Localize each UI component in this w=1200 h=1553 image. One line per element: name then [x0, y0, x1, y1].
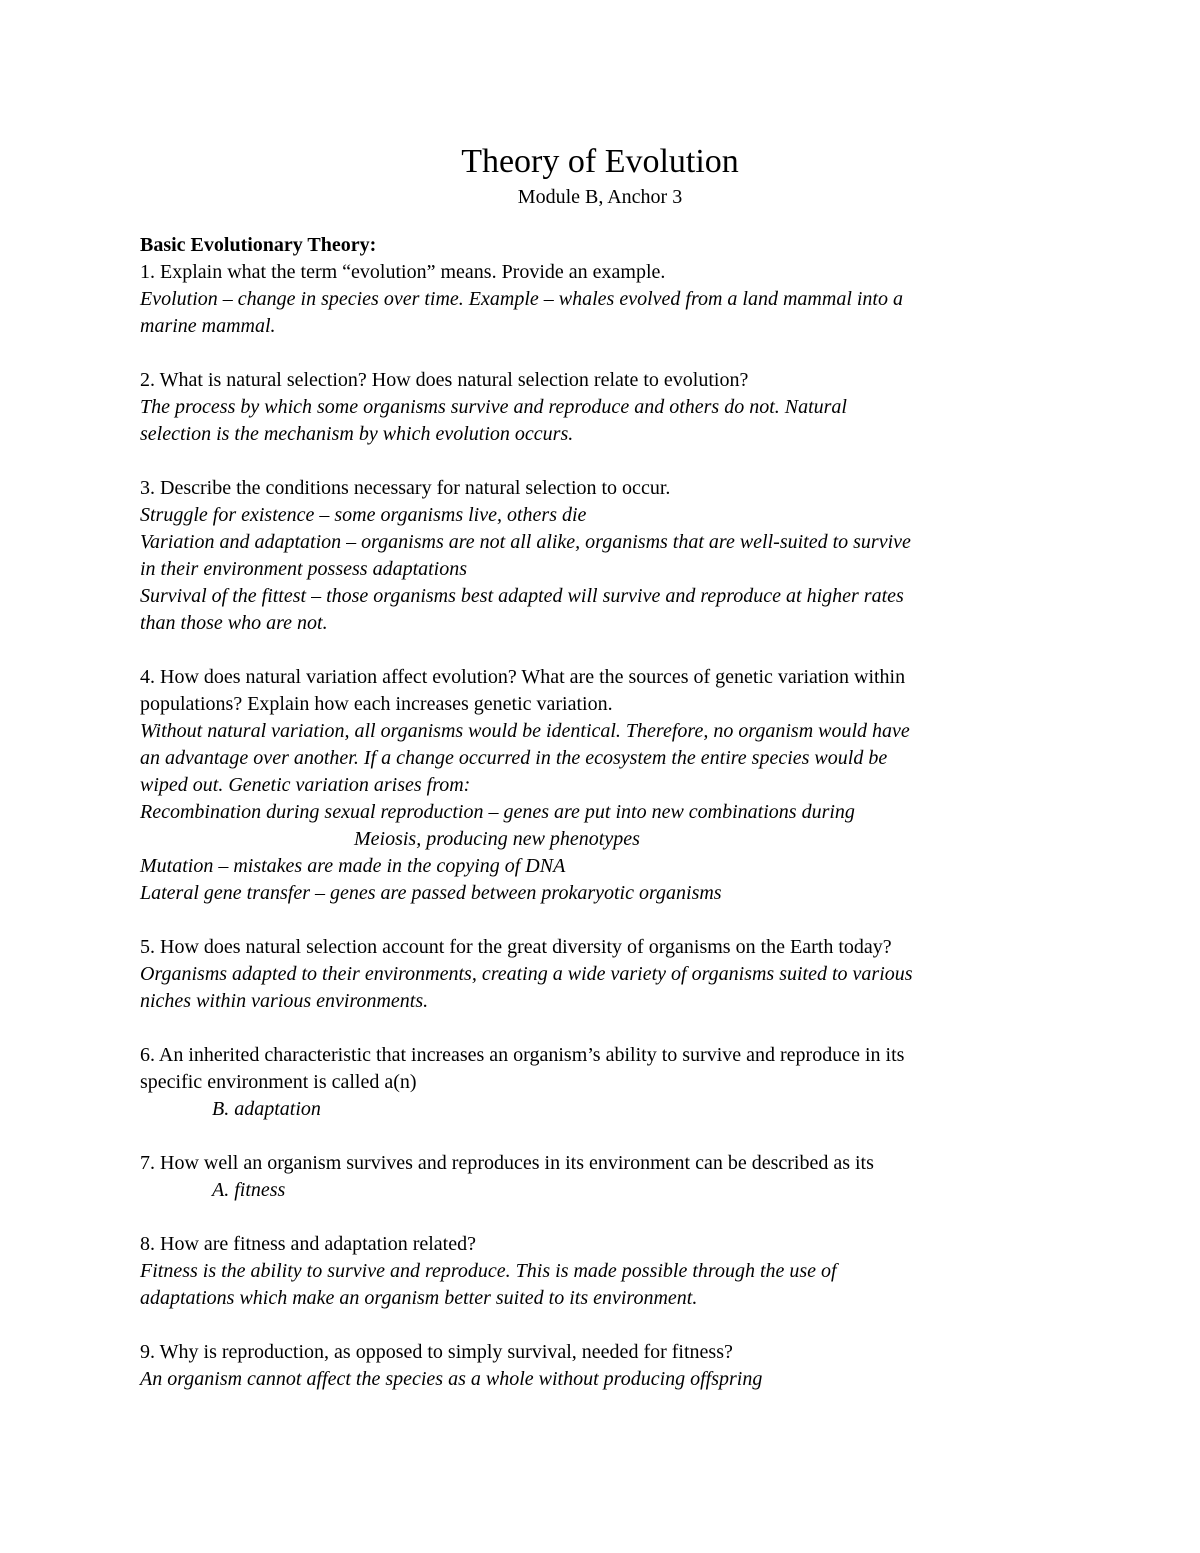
answer-4-line-4: Recombination during sexual reproduction – genes are put into new combinations during	[140, 801, 855, 823]
answer-1-line-2: marine mammal.	[140, 315, 276, 337]
document-title: Theory of Evolution	[461, 143, 739, 180]
question-block-6	[140, 1042, 1070, 1123]
answer-2-line-1: The process by which some organisms survive and reproduce and others do not. Natural	[140, 396, 847, 418]
answer-4-line-6: Mutation – mistakes are made in the copying of DNA	[140, 855, 566, 877]
question-8-text: 8. How are fitness and adaptation related?	[140, 1233, 476, 1255]
answer-6-choice: B. adaptation	[212, 1098, 321, 1120]
document-header	[0, 142, 1200, 210]
answer-8-line-2: adaptations which make an organism better suited to its environment.	[140, 1287, 698, 1309]
question-6-text-line-1: 6. An inherited characteristic that increases an organism’s ability to survive and reproduce in its	[140, 1044, 905, 1066]
answer-4-line-1: Without natural variation, all organisms would be identical. Therefore, no organism would have	[140, 720, 910, 742]
document-subtitle: Module B, Anchor 3	[517, 186, 683, 208]
section-heading: Basic Evolutionary Theory:	[140, 234, 377, 256]
question-9-text: 9. Why is reproduction, as opposed to simply survival, needed for fitness?	[140, 1341, 733, 1363]
question-block-9	[140, 1339, 1070, 1393]
question-4-text-line-2: populations? Explain how each increases genetic variation.	[140, 693, 613, 715]
answer-5-line-2: niches within various environments.	[140, 990, 429, 1012]
answer-3-line-4: Survival of the fittest – those organisms best adapted will survive and reproduce at higher rates	[140, 585, 904, 607]
question-block-2	[140, 367, 1070, 448]
document-body	[140, 232, 1070, 1420]
question-1-text: 1. Explain what the term “evolution” means. Provide an example.	[140, 261, 666, 283]
question-block-5	[140, 934, 1070, 1015]
answer-5-line-1: Organisms adapted to their environments, creating a wide variety of organisms suited to various	[140, 963, 913, 985]
question-2-text: 2. What is natural selection? How does natural selection relate to evolution?	[140, 369, 749, 391]
question-block-8	[140, 1231, 1070, 1312]
answer-3-line-1: Struggle for existence – some organisms live, others die	[140, 504, 587, 526]
answer-7-choice: A. fitness	[212, 1179, 286, 1201]
question-6-text-line-2: specific environment is called a(n)	[140, 1071, 417, 1093]
question-block-4	[140, 664, 1070, 907]
answer-8-line-1: Fitness is the ability to survive and reproduce. This is made possible through the use of	[140, 1260, 837, 1282]
question-5-text: 5. How does natural selection account for the great diversity of organisms on the Earth today?	[140, 936, 892, 958]
answer-3-line-3: in their environment possess adaptations	[140, 558, 468, 580]
question-block-7	[140, 1150, 1070, 1204]
answer-2-line-2: selection is the mechanism by which evolution occurs.	[140, 423, 574, 445]
answer-9-line-1: An organism cannot affect the species as a whole without producing offspring	[140, 1368, 763, 1390]
answer-4-line-7: Lateral gene transfer – genes are passed between prokaryotic organisms	[140, 882, 722, 904]
answer-4-line-3: wiped out. Genetic variation arises from:	[140, 774, 471, 796]
question-block-1	[140, 259, 1070, 340]
answer-4-line-5: Meiosis, producing new phenotypes	[354, 828, 640, 850]
answer-4-line-2: an advantage over another. If a change occurred in the ecosystem the entire species would be	[140, 747, 888, 769]
question-7-text: 7. How well an organism survives and reproduces in its environment can be described as its	[140, 1152, 874, 1174]
question-4-text-line-1: 4. How does natural variation affect evolution? What are the sources of genetic variation within	[140, 666, 906, 688]
answer-1-line-1: Evolution – change in species over time. Example – whales evolved from a land mammal into a	[140, 288, 903, 310]
question-3-text: 3. Describe the conditions necessary for natural selection to occur.	[140, 477, 671, 499]
answer-3-line-2: Variation and adaptation – organisms are not all alike, organisms that are well-suited to survive	[140, 531, 911, 553]
answer-3-line-5: than those who are not.	[140, 612, 328, 634]
question-block-3	[140, 475, 1070, 637]
